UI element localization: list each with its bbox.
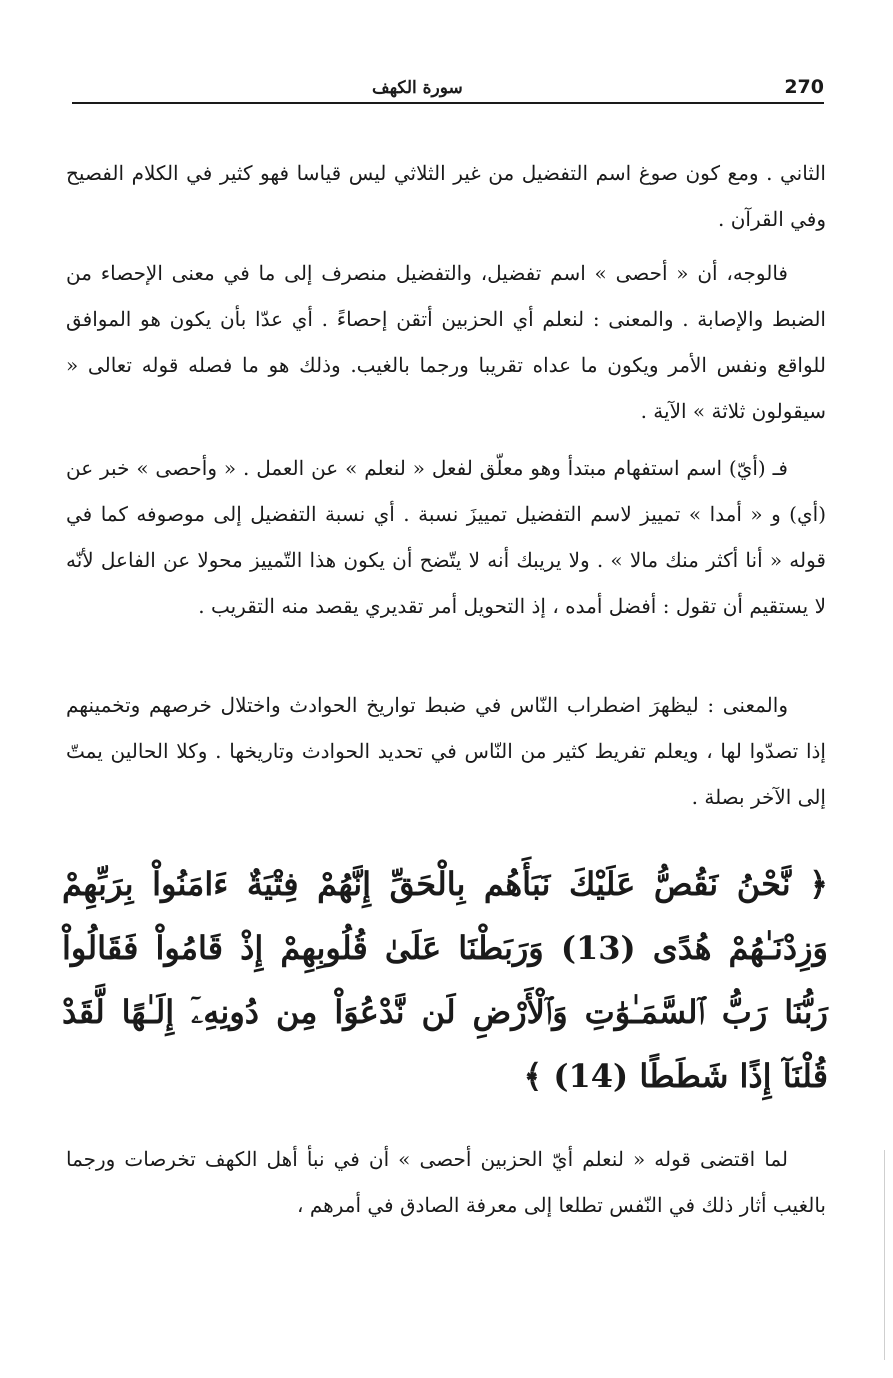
paragraph-1: الثاني . ومع كون صوغ اسم التفضيل من غير الثلاثي ليس قياسا فهو كثير في الكلام الفصيح وفي القرآن . — [66, 161, 826, 231]
page-header — [72, 72, 824, 102]
paragraph-2: فالوجه، أن « أحصى » اسم تفضيل، والتفضيل منصرف إلى ما في معنى الإحصاء من الضبط والإصابة . والمعنى : لنعلم أي الحزبين أتقن إحصاءً . أي عدّا بأن يكون هو الموافق للواقع ونفس الأمر ويكون ما عداه تقريبا ورجما بالغيب. وذلك هو ما فصله قوله تعالى « سيقولون ثلاثة » الآية . — [66, 261, 826, 423]
scan-edge-mark — [884, 1150, 885, 1360]
paragraph-5: لما اقتضى قوله « لنعلم أيّ الحزبين أحصى » أن في نبأ أهل الكهف تخرصات ورجما بالغيب أثار ذلك في النّفس تطلعا إلى معرفة الصادق في أمرهم ، — [66, 1147, 826, 1217]
paragraph-4: والمعنى : ليظهرَ اضطراب النّاس في ضبط تواريخ الحوادث واختلال خرصهم وتخمينهم إذا تصدّوا لها ، ويعلم تفريط كثير من النّاس في تحديد الحوادث وتاريخها . وكلا الحالين يمتّ إلى الآخر بصلة . — [66, 693, 826, 809]
header-rule — [72, 102, 824, 104]
running-title: سورة الكهف — [372, 78, 463, 98]
paragraph-3: فـ (أيّ) اسم استفهام مبتدأ وهو معلّق لفعل « لنعلم » عن العمل . « وأحصى » خبر عن (أي) و « أمدا » تمييز لاسم التفضيل تمييزَ نسبة . أي نسبة التفضيل إلى موصوفه كما في قوله « أنا أكثر منك مالا » . ولا يريبك أنه لا يتّضح أن يكون هذا التّمييز محولا عن الفاعل لأنّه لا يستقيم أن تقول : أفضل أمده ، إذ التحويل أمر تقديري يقصد منه التقريب . — [66, 456, 826, 618]
quran-verse: ﴿ نَّحْنُ نَقُصُّ عَلَيْكَ نَبَأَهُم بِالْحَقِّ إِنَّهُمْ فِتْيَةٌ ءَامَنُواْ بِرَبِّهِمْ وَزِدْنَـٰهُمْ هُدًى (13) وَرَبَطْنَا عَلَىٰ قُلُوبِهِمْ إِذْ قَامُواْ فَقَالُواْ رَبُّنَا رَبُّ ٱلسَّمَـٰوَٰتِ وَٱلْأَرْضِ لَن نَّدْعُوَاْ مِن دُونِهِۦٓ إِلَـٰهًا لَّقَدْ قُلْنَآ إِذًا شَطَطًا (14) ﴾ — [62, 865, 828, 1095]
page-number: 270 — [784, 76, 824, 98]
